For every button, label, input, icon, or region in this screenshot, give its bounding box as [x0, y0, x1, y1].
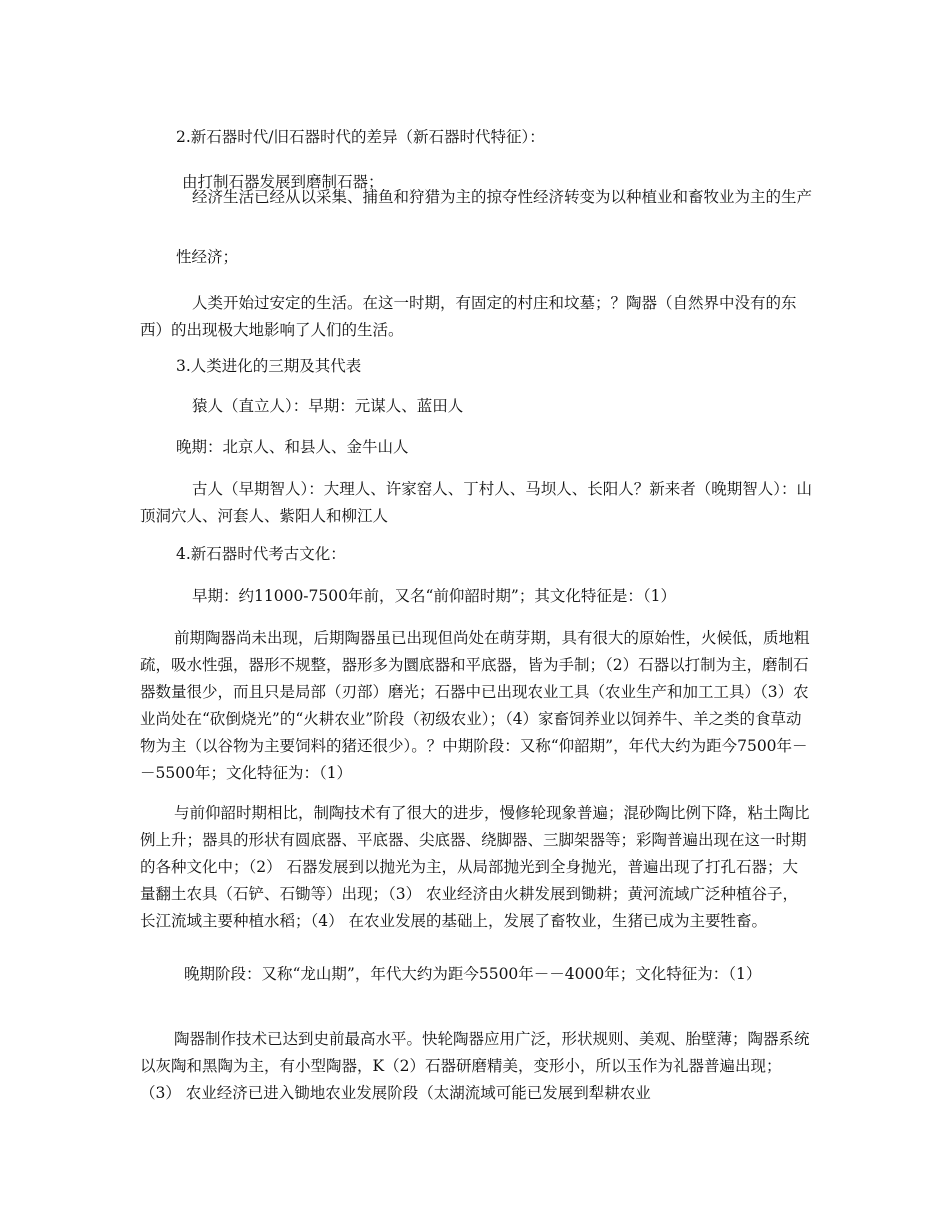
paragraph-productive-economy: 性经济； — [176, 248, 239, 266]
heading-neolithic-cultures: 4.新石器时代考古文化： — [176, 545, 346, 563]
paragraph-homo-erectus-early: 猿人（直立人）：早期：元谋人、蓝田人 — [192, 397, 464, 415]
paragraph-early-period-features: 前期陶器尚未出现，后期陶器虽已出现但尚处在萌芽期，具有很大的原始性，火候低，质地粗疏，吸水性强，器形不规整，器形多为圜底器和平底器，皆为手制；（2）石器以打制为主，磨制石器数量很少，而且只是局部（刃部）磨光；石器中已出现农业工具（农业生产和加工工具）（3）农业尚处在“砍倒烧光”的“火耕农业”阶段（初级农业）；（4）家畜饲养业以饲养牛、羊之类的食草动物为主（以谷物为主要饲料的猪还很少）。？中期阶段：又称“仰韶期”，年代大约为距今7500年－－5500年；文化特征为：（1） — [140, 629, 810, 782]
paragraph-late-period-features: 陶器制作技术已达到史前最高水平。快轮陶器应用广泛，形状规则、美观、胎壁薄；陶器系统以灰陶和黑陶为主，有小型陶器，K（2）石器研磨精美，变形小，所以玉作为礼器普遍出现；（3） 农业经济已进入锄地农业发展阶段（太湖流域可能已发展到犁耕农业 — [140, 1030, 810, 1102]
paragraph-homo-erectus-late: 晚期：北京人、和县人、金牛山人 — [176, 438, 409, 456]
paragraph-polished-stone: 由打制石器发展到磨制石器； — [182, 173, 384, 191]
heading-human-evolution: 3.人类进化的三期及其代表 — [176, 357, 362, 375]
paragraph-archaic-sapiens: 古人（早期智人）：大理人、许家窑人、丁村人、马坝人、长阳人？新来者（晚期智人）：山顶洞穴人、河套人、紫阳人和柳江人 — [140, 480, 813, 525]
heading-neolithic-differences: 2.新石器时代/旧石器时代的差异（新石器时代特征）： — [176, 128, 545, 146]
paragraph-middle-period-features: 与前仰韶时期相比，制陶技术有了很大的进步，慢修轮现象普遍；混砂陶比例下降，粘土陶比例上升；器具的形状有圆底器、平底器、尖底器、绕脚器、三脚架器等；彩陶普遍出现在这一时期的各种文化中；（2） 石器发展到以抛光为主，从局部抛光到全身抛光，普遍出现了打孔石器；大量翻土农具（石铲、石锄等）出现；（3） 农业经济由火耕发展到锄耕；黄河流域广泛种植谷子，长江流域主要种植水稻；（4） 在农业发展的基础上，发展了畜牧业，生猪已成为主要牲畜。 — [140, 804, 810, 930]
paragraph-economy-shift: 经济生活已经从以采集、捕鱼和狩猎为主的掠夺性经济转变为以种植业和畜牧业为主的生产 — [192, 188, 813, 206]
paragraph-early-period: 早期：约11000-7500年前，又名“前仰韶时期”；其文化特征是：（1） — [192, 587, 676, 605]
paragraph-settled-life: 人类开始过安定的生活。在这一时期，有固定的村庄和坟墓；？陶器（自然界中没有的东西）的出现极大地影响了人们的生活。 — [140, 294, 797, 339]
paragraph-late-period: 晚期阶段：又称“龙山期”，年代大约为距今5500年－－4000年；文化特征为：（1） — [184, 965, 762, 983]
